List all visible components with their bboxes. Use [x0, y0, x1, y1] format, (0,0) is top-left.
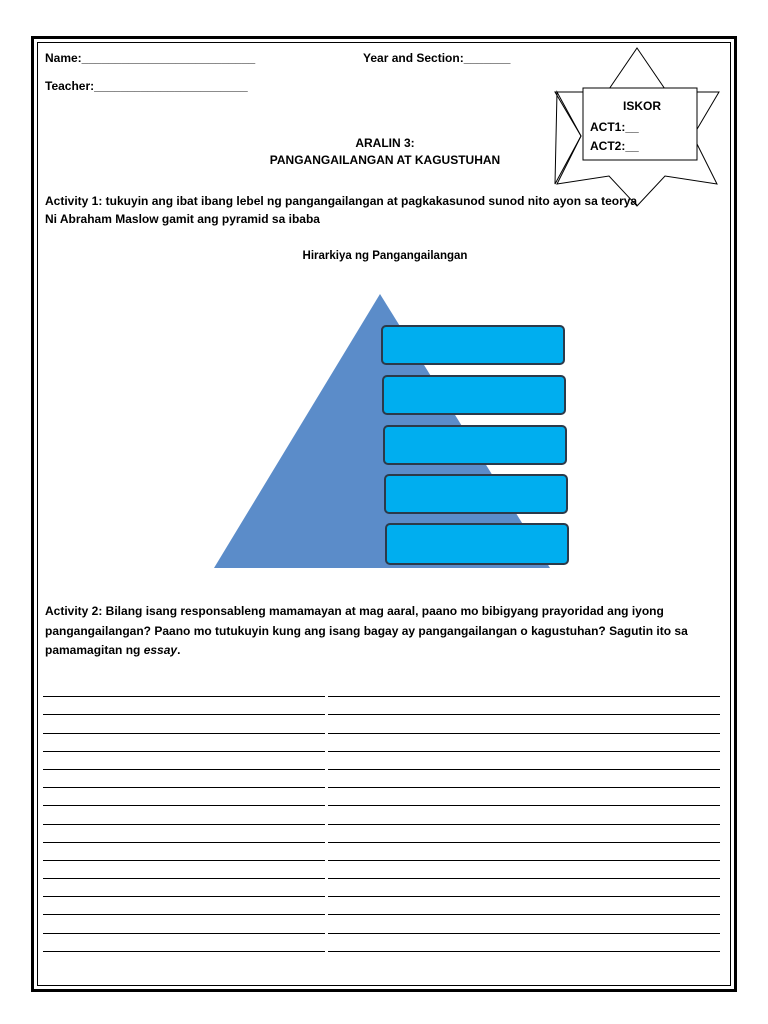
answer-line[interactable]	[43, 865, 720, 883]
answer-line[interactable]	[43, 919, 720, 937]
activity2-line3-suffix: .	[177, 643, 181, 657]
pyramid-level-box-1[interactable]	[382, 326, 564, 364]
year-section-field-label[interactable]: Year and Section:_______	[363, 51, 511, 65]
activity1-instructions	[45, 192, 725, 228]
activity1-line1: Activity 1: tukuyin ang ibat ibang lebel ng pangangailangan at pagkakasunod sunod nito ayon sa teorya	[45, 194, 638, 208]
activity2-essay-word: essay	[143, 643, 178, 657]
name-field-label[interactable]: Name:__________________________	[45, 51, 256, 65]
answer-line[interactable]	[43, 756, 720, 774]
answer-line[interactable]	[43, 774, 720, 792]
lesson-number: ARALIN 3:	[355, 136, 415, 150]
activity2-instructions	[45, 602, 735, 661]
answer-line[interactable]	[43, 701, 720, 719]
pyramid-level-box-5[interactable]	[386, 524, 568, 564]
answer-line[interactable]	[43, 738, 720, 756]
activity2-line1: Activity 2: Bilang isang responsableng mamamayan at mag aaral, paano mo bibigyang prayoridad ang iyong	[45, 604, 664, 618]
essay-answer-lines[interactable]	[43, 683, 720, 956]
lesson-title: PANGANGAILANGAN AT KAGUSTUHAN	[269, 153, 501, 167]
score-act1[interactable]: ACT1:__	[590, 120, 639, 134]
activity2-line3	[45, 641, 735, 661]
pyramid-level-box-3[interactable]	[384, 426, 566, 464]
activity1-line2: Ni Abraham Maslow gamit ang pyramid sa ibaba	[45, 212, 320, 226]
maslow-pyramid-diagram	[212, 292, 572, 572]
score-act2[interactable]: ACT2:__	[590, 139, 639, 153]
pyramid-level-box-2[interactable]	[383, 376, 565, 414]
answer-line[interactable]	[43, 883, 720, 901]
pyramid-title: Hirarkiya ng Pangangailangan	[302, 250, 468, 262]
score-title: ISKOR	[623, 99, 662, 113]
answer-line[interactable]	[43, 938, 720, 956]
answer-line[interactable]	[43, 901, 720, 919]
activity2-line2: pangangailangan? Paano mo tutukuyin kung ang isang bagay ay pangangailangan o kagustuhan? Sagutin ito sa	[45, 623, 688, 638]
activity2-line3-prefix: pamamagitan ng	[45, 643, 144, 657]
answer-line[interactable]	[43, 810, 720, 828]
answer-line[interactable]	[43, 683, 720, 701]
teacher-field-label[interactable]: Teacher:_______________________	[45, 79, 248, 93]
answer-line[interactable]	[43, 719, 720, 737]
answer-line[interactable]	[43, 829, 720, 847]
answer-line[interactable]	[43, 847, 720, 865]
answer-line[interactable]	[43, 792, 720, 810]
pyramid-level-box-4[interactable]	[385, 475, 567, 513]
